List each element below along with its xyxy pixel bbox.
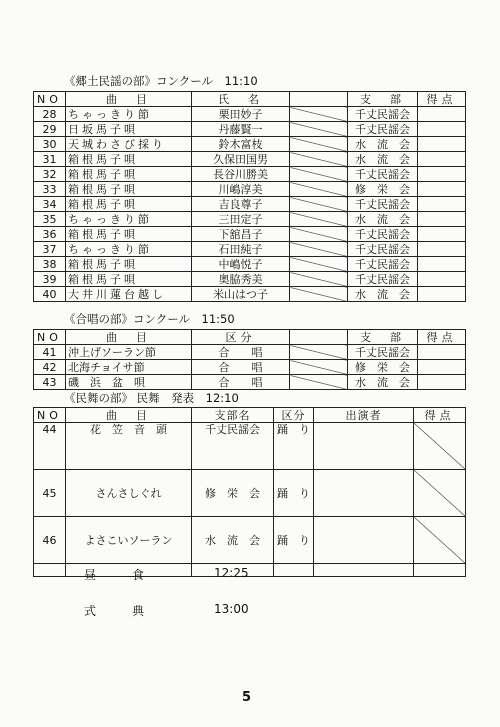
- col-header-category: 区分: [192, 330, 290, 345]
- col-header-no: NO: [34, 330, 66, 345]
- row-number: 37: [34, 242, 66, 257]
- table-row: [34, 272, 466, 287]
- row-number: 33: [34, 182, 66, 197]
- song-title: 花 笠 音 頭: [66, 423, 192, 470]
- col-header-song: 曲 目: [66, 92, 192, 107]
- blank-cell: [290, 182, 348, 197]
- song-title: 箱根馬子唄: [66, 182, 192, 197]
- row-number: 36: [34, 227, 66, 242]
- branch-name: 千丈民謡会: [348, 272, 418, 287]
- table-header-row: [34, 330, 466, 345]
- score-cell: [418, 122, 466, 137]
- row-number: 28: [34, 107, 66, 122]
- col-header-name: 氏 名: [192, 92, 290, 107]
- branch-name: 水 流 会: [348, 152, 418, 167]
- performer-name: 三田定子: [192, 212, 290, 227]
- section3-title: 《民舞の部》 民舞 発表 12:10: [64, 391, 239, 405]
- section2-table: [33, 329, 466, 390]
- song-title: 箱根馬子唄: [66, 167, 192, 182]
- branch-name: 千丈民謡会: [192, 423, 274, 470]
- col-header-branch: 支部名: [192, 408, 274, 423]
- category: 合 唱: [192, 360, 290, 375]
- section1-title: 《郷土民謡の部》コンクール 11:10: [64, 74, 258, 88]
- table-row: [34, 375, 466, 390]
- song-title: 沖上げソーラン節: [66, 345, 192, 360]
- song-title: ちゃっきり節: [66, 107, 192, 122]
- song-title: 日坂馬子唄: [66, 122, 192, 137]
- song-title: ちゃっきり節: [66, 212, 192, 227]
- table-row: [34, 197, 466, 212]
- blank-cell: [290, 227, 348, 242]
- col-header-branch: 支 部: [348, 330, 418, 345]
- blank-cell: [290, 360, 348, 375]
- score-cell: [418, 137, 466, 152]
- schedule-lunch-label: 昼 食: [84, 568, 145, 582]
- performer-name: 中嶋悦子: [192, 257, 290, 272]
- row-number: 41: [34, 345, 66, 360]
- performer-name: 奥脇秀美: [192, 272, 290, 287]
- col-header-song: 曲 目: [66, 330, 192, 345]
- row-number: 38: [34, 257, 66, 272]
- song-title: さんさしぐれ: [66, 470, 192, 517]
- page-number: 5: [242, 690, 252, 705]
- table-row: [34, 517, 466, 564]
- branch-name: 千丈民謡会: [348, 257, 418, 272]
- category: 踊 り: [274, 517, 314, 564]
- table-row: [34, 345, 466, 360]
- score-cell: [418, 182, 466, 197]
- score-cell: [418, 257, 466, 272]
- col-header-score: 得点: [418, 330, 466, 345]
- branch-name: 修 栄 会: [348, 360, 418, 375]
- table-row: [34, 242, 466, 257]
- blank-cell: [290, 257, 348, 272]
- col-header-no: NO: [34, 92, 66, 107]
- performer-name: 川嶋淳美: [192, 182, 290, 197]
- branch-name: 千丈民謡会: [348, 107, 418, 122]
- performers-cell: [314, 470, 414, 517]
- table-row: [34, 152, 466, 167]
- row-number: 35: [34, 212, 66, 227]
- col-header-score: 得点: [418, 92, 466, 107]
- row-number: 31: [34, 152, 66, 167]
- section1-table: [33, 91, 466, 302]
- row-number: 46: [34, 517, 66, 564]
- col-header-song: 曲 目: [66, 408, 192, 423]
- song-title: 箱根馬子唄: [66, 197, 192, 212]
- schedule-ceremony-label: 式 典: [84, 604, 145, 618]
- col-header-blank: [290, 330, 348, 345]
- blank-cell: [290, 137, 348, 152]
- row-number: 44: [34, 423, 66, 470]
- song-title: 箱根馬子唄: [66, 272, 192, 287]
- branch-name: 千丈民謡会: [348, 345, 418, 360]
- empty-cell: [274, 564, 314, 577]
- row-number: 34: [34, 197, 66, 212]
- song-title: 箱根馬子唄: [66, 152, 192, 167]
- row-number: 29: [34, 122, 66, 137]
- table-row: [34, 107, 466, 122]
- category: 合 唱: [192, 345, 290, 360]
- row-number: 40: [34, 287, 66, 302]
- empty-cell: [34, 564, 66, 577]
- schedule-ceremony-time: 13:00: [214, 602, 249, 616]
- table-row: [34, 423, 466, 470]
- score-cell: [418, 242, 466, 257]
- blank-cell: [290, 197, 348, 212]
- branch-name: 修 栄 会: [192, 470, 274, 517]
- category: 踊 り: [274, 470, 314, 517]
- branch-name: 千丈民謡会: [348, 227, 418, 242]
- performer-name: 鈴木富枝: [192, 137, 290, 152]
- performers-cell: [314, 423, 414, 470]
- branch-name: 水 流 会: [348, 137, 418, 152]
- score-cell: [418, 212, 466, 227]
- performer-name: 栗田妙子: [192, 107, 290, 122]
- row-number: 45: [34, 470, 66, 517]
- branch-name: 修 栄 会: [348, 182, 418, 197]
- performer-name: 石田純子: [192, 242, 290, 257]
- score-cell: [418, 345, 466, 360]
- table-row: [34, 470, 466, 517]
- table-row: [34, 212, 466, 227]
- schedule-lunch-time: 12:25: [214, 566, 249, 580]
- section2-title: 《合唱の部》コンクール 11:50: [64, 312, 235, 326]
- table-header-row: [34, 408, 466, 423]
- score-cell: [418, 287, 466, 302]
- performers-cell: [314, 517, 414, 564]
- song-title: 北海チョイサ節: [66, 360, 192, 375]
- song-title: 天城わさび採り: [66, 137, 192, 152]
- table-row: [34, 122, 466, 137]
- song-title: 磯 浜 盆 唄: [66, 375, 192, 390]
- blank-cell: [290, 345, 348, 360]
- score-cell: [418, 167, 466, 182]
- score-cell: [418, 107, 466, 122]
- category: 踊 り: [274, 423, 314, 470]
- song-title: 箱根馬子唄: [66, 257, 192, 272]
- blank-cell: [290, 242, 348, 257]
- score-cell: [418, 227, 466, 242]
- col-header-no: NO: [34, 408, 66, 423]
- table-row: [34, 137, 466, 152]
- col-header-score: 得点: [414, 408, 466, 423]
- score-cell: [418, 197, 466, 212]
- col-header-performers: 出演者: [314, 408, 414, 423]
- performer-name: 長谷川勝美: [192, 167, 290, 182]
- branch-name: 水 流 会: [192, 517, 274, 564]
- song-title: 大井川蓮台越し: [66, 287, 192, 302]
- score-cell: [414, 423, 466, 470]
- song-title: 箱根馬子唄: [66, 227, 192, 242]
- table-row: [34, 167, 466, 182]
- score-cell: [418, 152, 466, 167]
- table-row: [34, 360, 466, 375]
- branch-name: 水 流 会: [348, 287, 418, 302]
- row-number: 39: [34, 272, 66, 287]
- table-header-row: [34, 92, 466, 107]
- section3-table: [33, 407, 466, 577]
- blank-cell: [290, 122, 348, 137]
- branch-name: 水 流 会: [348, 212, 418, 227]
- empty-cell: [414, 564, 466, 577]
- branch-name: 千丈民謡会: [348, 122, 418, 137]
- row-number: 42: [34, 360, 66, 375]
- blank-cell: [290, 375, 348, 390]
- category: 合 唱: [192, 375, 290, 390]
- song-title: ちゃっきり節: [66, 242, 192, 257]
- col-header-branch: 支 部: [348, 92, 418, 107]
- table-row: [34, 182, 466, 197]
- table-row: [34, 257, 466, 272]
- performer-name: 米山はつ子: [192, 287, 290, 302]
- score-cell: [418, 375, 466, 390]
- blank-cell: [290, 272, 348, 287]
- blank-cell: [290, 167, 348, 182]
- row-number: 32: [34, 167, 66, 182]
- col-header-category: 区分: [274, 408, 314, 423]
- score-cell: [418, 360, 466, 375]
- performer-name: 吉良尊子: [192, 197, 290, 212]
- row-number: 30: [34, 137, 66, 152]
- branch-name: 千丈民謡会: [348, 197, 418, 212]
- table-row: [34, 227, 466, 242]
- table-row: [34, 287, 466, 302]
- row-number: 43: [34, 375, 66, 390]
- empty-cell: [314, 564, 414, 577]
- performer-name: 下舘昌子: [192, 227, 290, 242]
- song-title: よさこいソーラン: [66, 517, 192, 564]
- performer-name: 久保田国男: [192, 152, 290, 167]
- branch-name: 千丈民謡会: [348, 242, 418, 257]
- score-cell: [414, 470, 466, 517]
- blank-cell: [290, 212, 348, 227]
- score-cell: [418, 272, 466, 287]
- blank-cell: [290, 107, 348, 122]
- branch-name: 千丈民謡会: [348, 167, 418, 182]
- blank-cell: [290, 287, 348, 302]
- score-cell: [414, 517, 466, 564]
- branch-name: 水 流 会: [348, 375, 418, 390]
- performer-name: 丹藤賢一: [192, 122, 290, 137]
- col-header-blank: [290, 92, 348, 107]
- blank-cell: [290, 152, 348, 167]
